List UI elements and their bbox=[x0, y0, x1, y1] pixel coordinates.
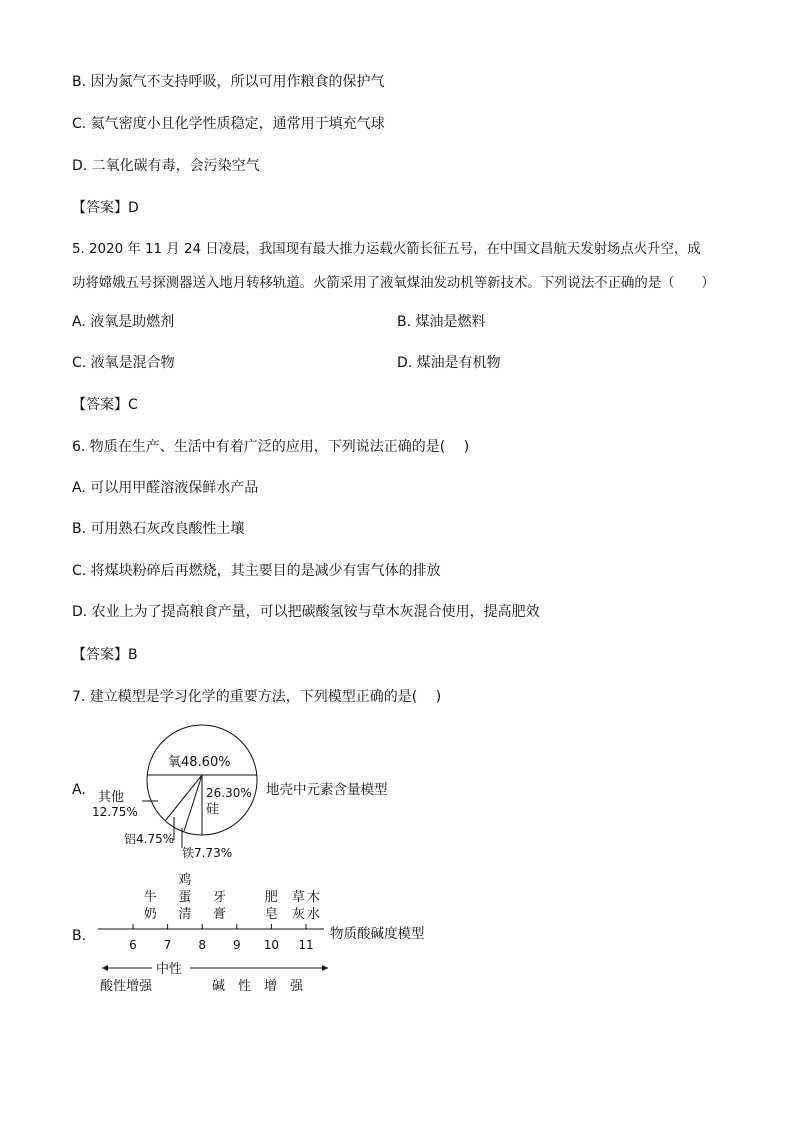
q7-option-a-label: A. bbox=[72, 782, 86, 798]
q6-option-c: C. 将煤块粉碎后再燃烧，其主要目的是减少有害气体的排放 bbox=[72, 563, 441, 579]
ph-tick-label: 10 bbox=[263, 938, 280, 952]
q6-option-a: A. 可以用甲醛溶液保鲜水产品 bbox=[72, 480, 259, 496]
slice-aluminum-label: 铝4.75% bbox=[124, 832, 175, 846]
q5-stem-line1: 5. 2020 年 11 月 24 日凌晨，我国现有最大推力运载火箭长征五号，在中国文昌航天发射场点火升空，成 bbox=[72, 242, 701, 257]
pie-divider-aluminum bbox=[165, 775, 202, 821]
slice-other-value: 12.75% bbox=[92, 805, 138, 819]
q5-option-b: B. 煤油是燃料 bbox=[397, 314, 486, 330]
ph-substance-char: 鸡 bbox=[178, 873, 192, 888]
ph-substance-char: 水 bbox=[306, 907, 321, 922]
q5-answer: 【答案】C bbox=[72, 397, 138, 413]
pie-model-title: 地壳中元素含量模型 bbox=[266, 782, 388, 798]
slice-iron-label: 铁7.73% bbox=[182, 846, 233, 860]
q6-option-d: D. 农业上为了提高粮食产量，可以把碳酸氢铵与草木灰混合使用，提高肥效 bbox=[72, 604, 540, 620]
slice-silicon-name: 硅 bbox=[206, 802, 220, 817]
ph-substance-char: 膏 bbox=[212, 907, 227, 922]
q6-answer: 【答案】B bbox=[72, 647, 138, 663]
ph-substance-char: 清 bbox=[178, 907, 192, 922]
q7-option-b-label: B. bbox=[72, 928, 87, 944]
base-increase-label: 碱 性 增 强 bbox=[212, 979, 304, 994]
ph-substance-char: 灰 bbox=[291, 907, 306, 922]
q4-option-d: D. 二氧化碳有毒，会污染空气 bbox=[72, 158, 260, 174]
q5-option-d: D. 煤油是有机物 bbox=[397, 355, 501, 371]
slice-oxygen-label: 氧48.60% bbox=[168, 755, 231, 770]
slice-other-name: 其他 bbox=[98, 790, 125, 805]
q4-option-b: B. 因为氮气不支持呼吸，所以可用作粮食的保护气 bbox=[72, 74, 385, 90]
ph-substance-char: 蛋 bbox=[178, 890, 192, 905]
ph-substance-char: 皂 bbox=[264, 907, 278, 922]
q6-option-b: B. 可用熟石灰改良酸性土壤 bbox=[72, 521, 245, 537]
ph-substance-char: 牙 bbox=[212, 890, 227, 905]
ph-scale-diagram bbox=[90, 868, 450, 998]
ph-model-title: 物质酸碱度模型 bbox=[330, 926, 425, 942]
slice-silicon-value: 26.30% bbox=[206, 786, 252, 800]
ph-tick-label: 6 bbox=[129, 938, 137, 952]
ph-substance-char: 草 bbox=[291, 890, 306, 905]
ph-tick-label: 7 bbox=[163, 938, 172, 952]
q6-stem: 6. 物质在生产、生活中有着广泛的应用，下列说法正确的是( ) bbox=[72, 439, 470, 455]
ph-tick-label: 11 bbox=[298, 938, 314, 952]
acid-increase-label: 酸性增强 bbox=[100, 979, 153, 994]
ph-substance-char: 奶 bbox=[143, 907, 157, 922]
ph-substance-char: 木 bbox=[306, 890, 321, 905]
q5-option-a: A. 液氧是助燃剂 bbox=[72, 314, 175, 330]
pie-divider-iron bbox=[184, 775, 202, 831]
ph-tick-label: 9 bbox=[232, 938, 241, 952]
q4-answer: 【答案】D bbox=[72, 200, 139, 216]
neutral-label: 中性 bbox=[156, 962, 183, 977]
ph-substance-char: 牛 bbox=[143, 890, 157, 905]
q7-stem: 7. 建立模型是学习化学的重要方法，下列模型正确的是( ) bbox=[72, 689, 442, 705]
crust-element-pie-diagram bbox=[90, 720, 410, 870]
q5-stem-line2: 功将嫦娥五号探测器送入地月转移轨道。火箭采用了液氧煤油发动机等新技术。下列说法不正确的是（ ） bbox=[72, 276, 715, 291]
ph-tick-label: 8 bbox=[198, 938, 207, 952]
ph-substance-char: 肥 bbox=[264, 890, 278, 905]
q5-option-c: C. 液氧是混合物 bbox=[72, 355, 175, 371]
q4-option-c: C. 氦气密度小且化学性质稳定，通常用于填充气球 bbox=[72, 116, 385, 132]
